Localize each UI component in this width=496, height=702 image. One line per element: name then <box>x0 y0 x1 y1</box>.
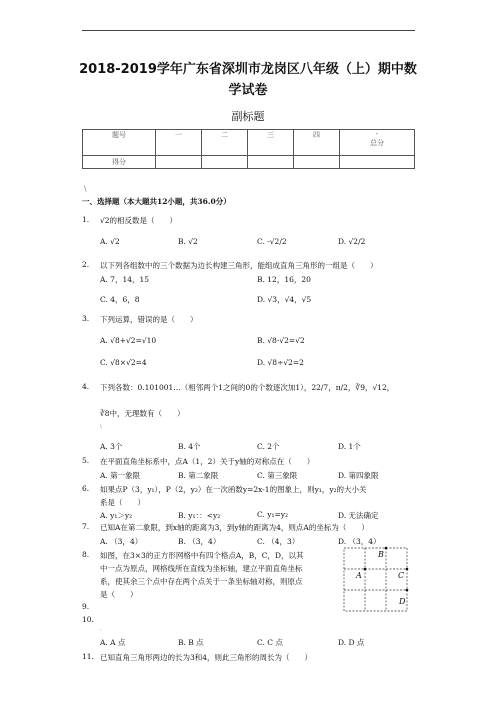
label-c: C <box>398 571 405 580</box>
header-cell-3: 三 <box>248 130 294 156</box>
question-stem-line2: ∛8中，无理数有（ ） <box>100 409 185 418</box>
question-stem-line2: 系是（ ） <box>100 498 145 507</box>
option-b[interactable]: B. 12，16，20 <box>257 275 311 284</box>
option-a[interactable]: A. 3个 <box>100 442 123 451</box>
question-stem-line1: 如图，在3×3的正方形网格中有四个格点A，B，C，D，以其 <box>100 551 304 560</box>
question-number: 1. <box>82 215 90 224</box>
header-cell-2: 二 <box>202 130 248 156</box>
point-c <box>406 568 409 571</box>
header-cell-total <box>340 130 415 156</box>
option-d[interactable]: D. D 点 <box>338 638 365 647</box>
option-b[interactable]: B. y₁：：<y₂ <box>178 511 221 520</box>
option-b[interactable]: B. √8-√2=√2 <box>257 336 305 345</box>
option-c[interactable]: C. 4，6，8 <box>100 295 140 304</box>
option-d[interactable]: D. （3，4） <box>338 537 381 546</box>
label-b: B <box>378 550 384 559</box>
score-row-label: 得分 <box>83 156 156 169</box>
question-number: 3. <box>82 314 90 323</box>
option-d[interactable]: D. √3，√4，√5 <box>257 295 312 304</box>
option-a[interactable]: A. A 点 <box>100 638 126 647</box>
header-cell-question: 题号 <box>83 130 156 156</box>
total-label: 总分 <box>370 139 384 147</box>
section-title: 一、选择题（本大题共12小题，共36.0分） <box>82 197 231 206</box>
option-d[interactable]: D. √2/2 <box>338 237 366 246</box>
option-c[interactable]: C. C 点 <box>257 638 283 647</box>
point-b <box>385 547 388 550</box>
score-table <box>82 129 415 169</box>
question-stem: 在平面直角坐标系中，点A（1，2）关于y轴的对称点在（ ） <box>100 457 315 466</box>
question-stem: 已知直角三角形两边的长为3和4，则此三角形的周长为（ ） <box>100 653 313 662</box>
option-a[interactable]: A. 第一象限 <box>100 471 141 480</box>
option-b[interactable]: B. 第二象限 <box>178 471 219 480</box>
point-a <box>364 568 367 571</box>
label-a: A <box>356 571 362 580</box>
option-b[interactable]: B. B 点 <box>178 638 204 647</box>
stray-mark: \ <box>84 184 87 193</box>
question-number: 8. <box>82 550 90 559</box>
score-cell[interactable] <box>156 156 202 169</box>
option-b[interactable]: B. （3，4） <box>178 537 221 546</box>
header-cell-4: 四 <box>294 130 340 156</box>
score-cell[interactable] <box>340 156 415 169</box>
question-stem-line2: 中一点为原点，网格线所在直线为坐标轴，建立平面直角坐标 <box>100 564 303 573</box>
option-c[interactable]: C. √8×√2=4 <box>100 358 147 367</box>
question-number: 2. <box>82 260 90 269</box>
option-c[interactable]: C. 2个 <box>257 442 280 451</box>
header-rule <box>82 30 415 31</box>
score-cell[interactable] <box>202 156 248 169</box>
question-stem-line3: 系，使其余三个点中存在两个点关于一条坐标轴对称，则原点 <box>100 577 303 586</box>
question-stem: √2的相反数是（ ） <box>100 216 178 225</box>
score-cell[interactable] <box>294 156 340 169</box>
total-dash: - <box>375 130 379 138</box>
question-stem-line4: 是（ ） <box>100 590 138 599</box>
grid-figure <box>342 546 410 614</box>
option-a[interactable]: A. √2 <box>100 237 120 246</box>
exam-title-line2: 学试卷 <box>228 83 268 98</box>
stray-mark: \ <box>100 424 102 430</box>
question-number: 9. <box>82 602 90 611</box>
stray-mark: , <box>100 626 102 632</box>
option-b[interactable]: B. √2 <box>178 237 198 246</box>
question-number: 6. <box>82 484 90 493</box>
question-number: 5. <box>82 456 90 465</box>
option-d[interactable]: D. 无法确定 <box>338 511 379 520</box>
option-a[interactable]: A. （3，4） <box>100 537 143 546</box>
option-c[interactable]: C. （4，3） <box>257 537 300 546</box>
label-d: D <box>399 597 406 606</box>
point-d <box>406 589 409 592</box>
option-c[interactable]: C. 第三象限 <box>257 471 298 480</box>
question-number: 11. <box>82 652 94 661</box>
question-stem: 以下列各组数中的三个数据为边长构建三角形，能组成直角三角形的一组是（ ） <box>100 261 378 270</box>
exam-title-line1: 2018-2019学年广东省深圳市龙岗区八年级（上）期中数 <box>79 62 417 77</box>
option-d[interactable]: D. 第四象限 <box>338 471 379 480</box>
option-a[interactable]: A. 7，14，15 <box>100 275 150 284</box>
question-stem: 下列运算，错误的是（ ） <box>100 315 198 324</box>
option-a[interactable]: A. y₁＞y₂ <box>100 511 133 520</box>
option-c[interactable]: C. -√2/2 <box>257 237 287 246</box>
option-d[interactable]: D. 1个 <box>338 442 361 451</box>
option-b[interactable]: B. 4个 <box>178 442 201 451</box>
question-number: 10. <box>82 615 94 624</box>
question-stem: 下列各数：0.101001…（相邻两个1之间的0的个数逐次加1），22/7，π/2，∛9，√12， <box>100 383 395 392</box>
question-stem: 已知A在第二象限，到x轴的距离为3，到y轴的距离为4，则点A的坐标为（ ） <box>100 523 369 532</box>
header-cell-1: 一 <box>156 130 202 156</box>
score-cell[interactable] <box>248 156 294 169</box>
question-number: 7. <box>82 522 90 531</box>
option-a[interactable]: A. √8+√2=√10 <box>100 336 157 345</box>
question-stem: 如果点P（3，y₁），P（2，y₂）在一次函数y=2x-1的图象上，则y₁，y₂的大小关 <box>100 485 367 494</box>
option-d[interactable]: D. √8÷√2=2 <box>257 358 304 367</box>
question-number: 4. <box>82 382 90 391</box>
option-c[interactable]: C. y₁=y₂ <box>257 510 289 519</box>
exam-subtitle: 副标题 <box>231 110 265 123</box>
